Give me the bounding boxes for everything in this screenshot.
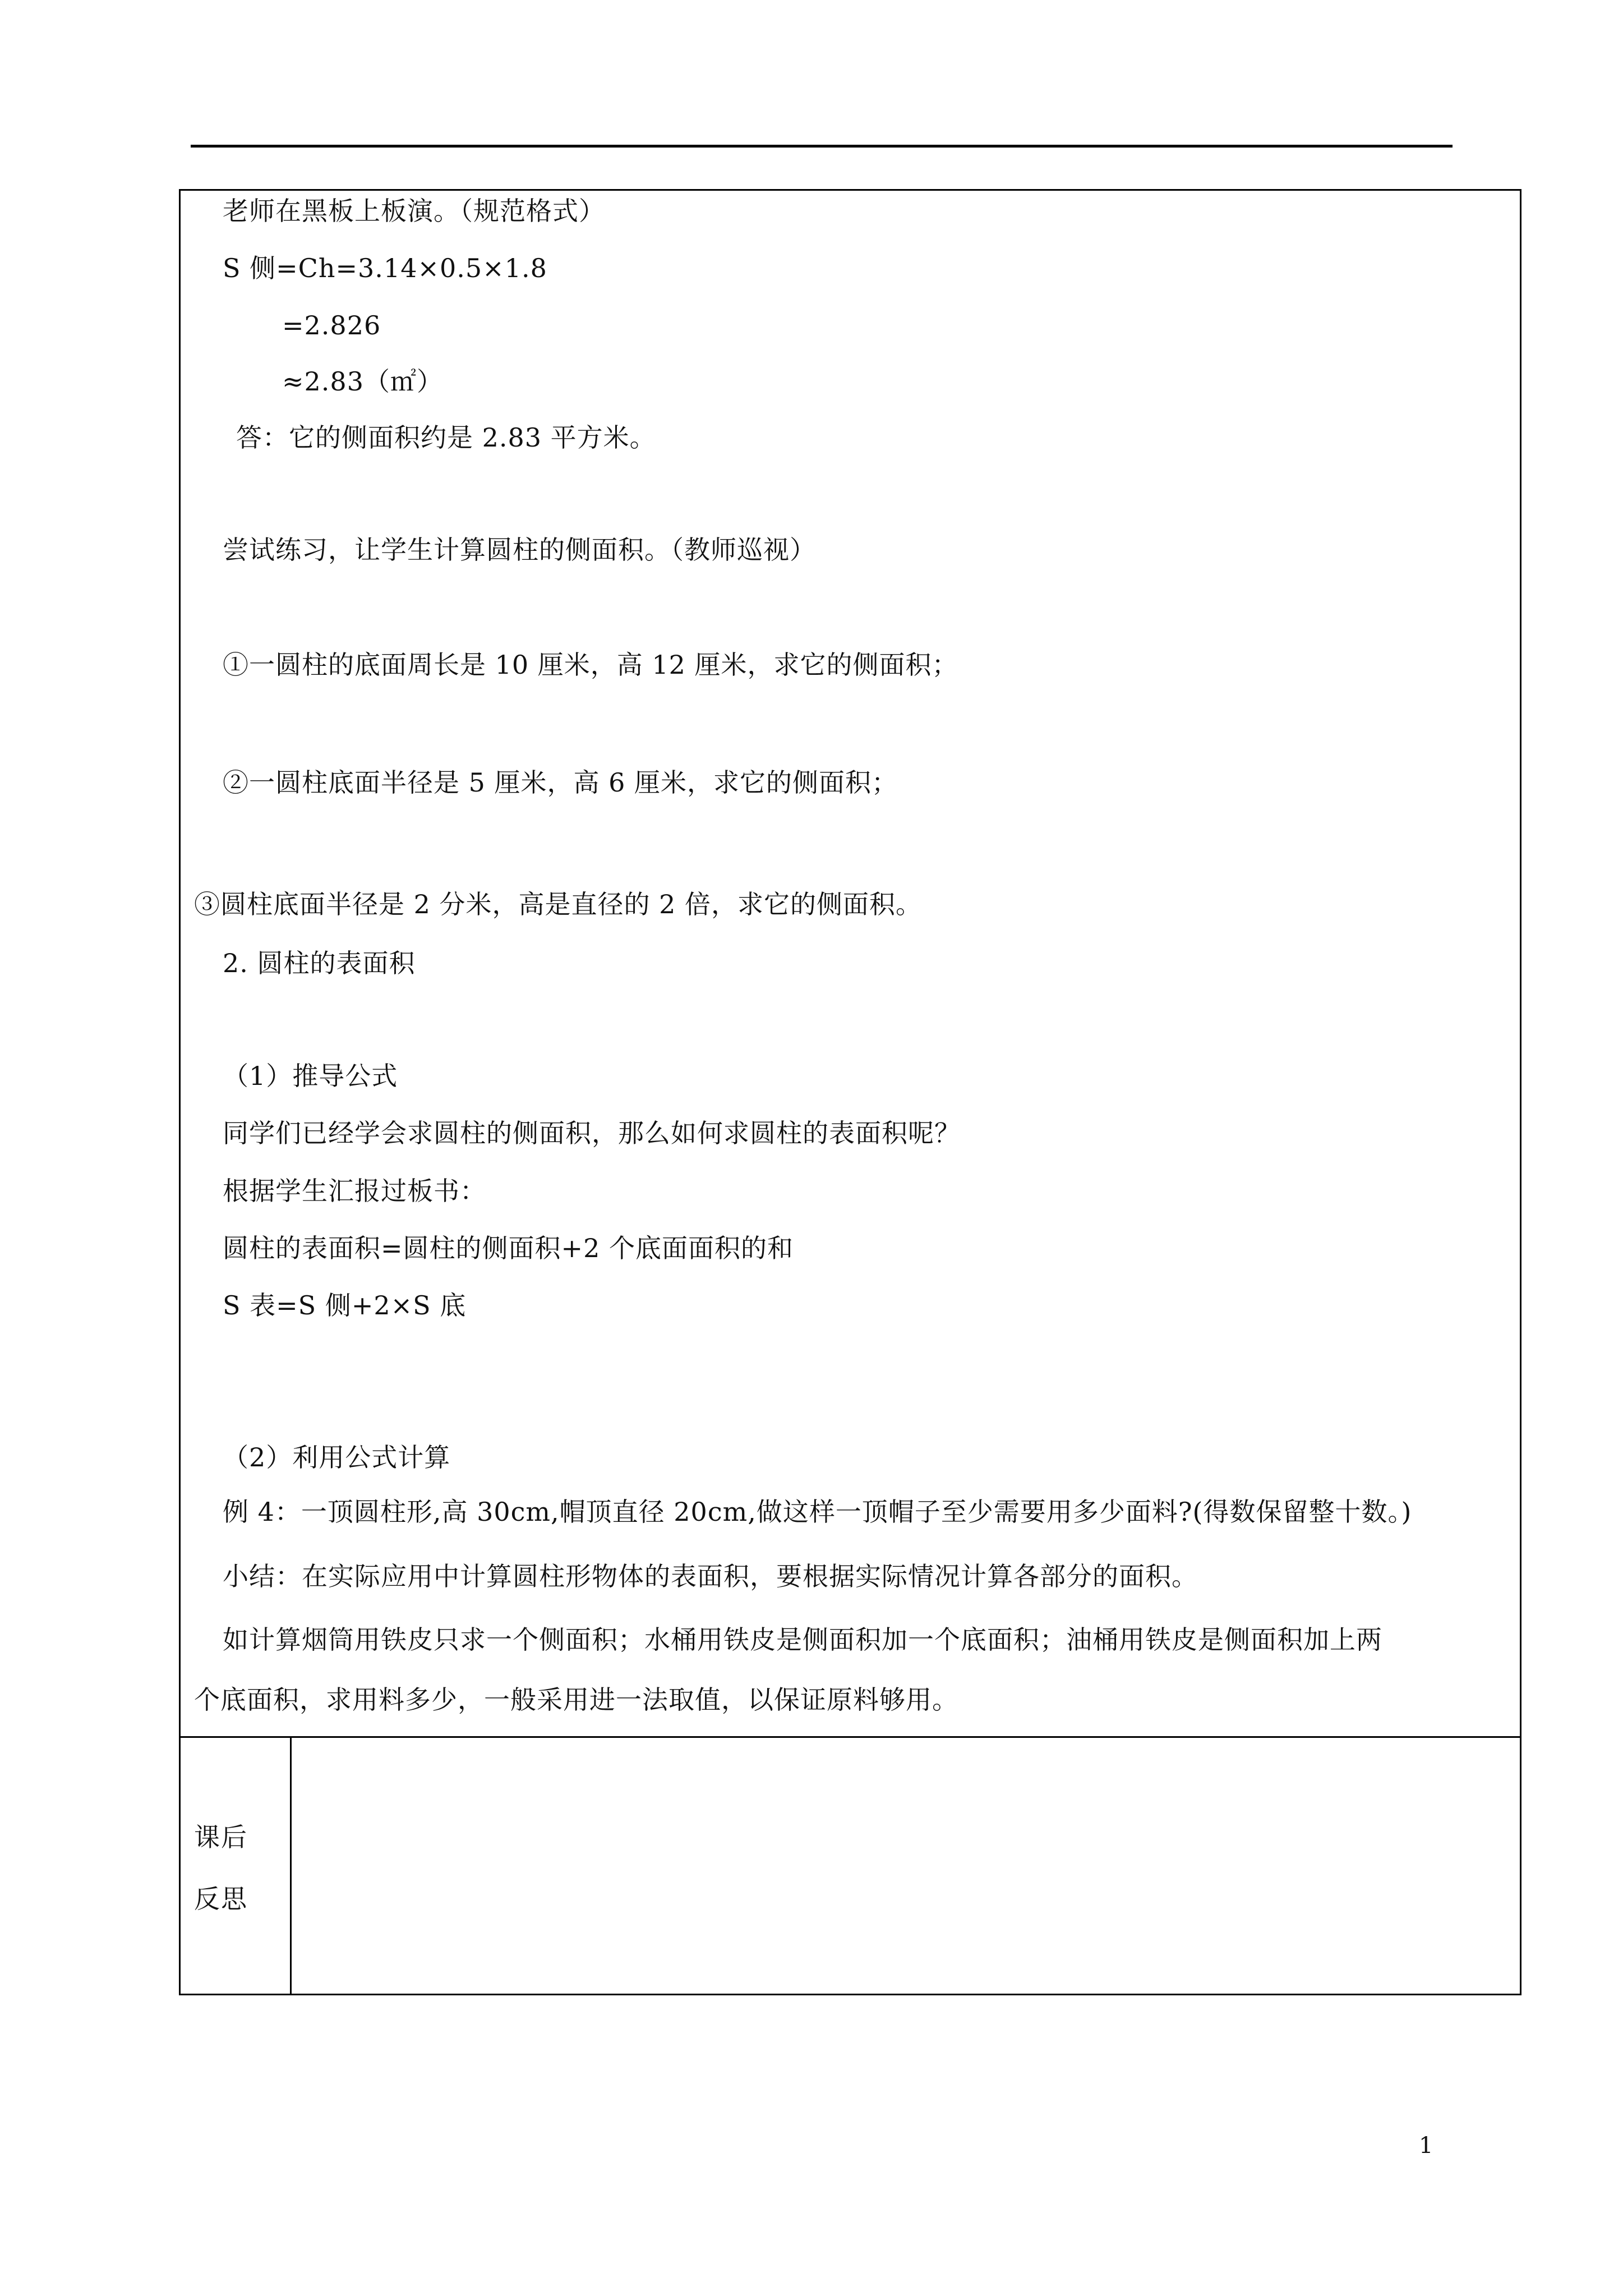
content-line: =2.826 <box>282 310 381 341</box>
content-line: S 侧=Ch=3.14×0.5×1.8 <box>223 253 547 283</box>
page-number: 1 <box>1419 2133 1433 2159</box>
subsection-heading: （1）推导公式 <box>223 1061 398 1091</box>
reflection-label-line1: 课后 <box>194 1822 248 1852</box>
content-line: 答：它的侧面积约是 2.83 平方米。 <box>236 422 656 453</box>
content-line: 老师在黑板上板演。（规范格式） <box>223 196 605 226</box>
content-line: ③圆柱底面半径是 2 分米，高是直径的 2 倍，求它的侧面积。 <box>194 889 923 919</box>
header-rule <box>191 145 1453 148</box>
content-line: 同学们已经学会求圆柱的侧面积，那么如何求圆柱的表面积呢？ <box>223 1118 961 1148</box>
section-heading: 2. 圆柱的表面积 <box>223 948 416 978</box>
table-row-divider <box>179 1736 1521 1738</box>
content-line: ①一圆柱的底面周长是 10 厘米，高 12 厘米，求它的侧面积； <box>223 650 958 680</box>
content-line: 根据学生汇报过板书： <box>223 1176 486 1206</box>
reflection-label-line2: 反思 <box>194 1884 248 1914</box>
summary-line: 小结：在实际应用中计算圆柱形物体的表面积，要根据实际情况计算各部分的面积。 <box>223 1561 1198 1591</box>
table-column-divider <box>290 1736 292 1995</box>
content-line: ②一圆柱底面半径是 5 厘米，高 6 厘米，求它的侧面积； <box>223 767 898 798</box>
summary-line: 如计算烟筒用铁皮只求一个侧面积；水桶用铁皮是侧面积加一个底面积；油桶用铁皮是侧面积加上两 <box>223 1625 1382 1655</box>
subsection-heading: （2）利用公式计算 <box>223 1442 451 1473</box>
content-line: ≈2.83（㎡） <box>282 366 443 397</box>
formula-line: 圆柱的表面积=圆柱的侧面积+2 个底面面积的和 <box>223 1233 794 1263</box>
example-line: 例 4：一顶圆柱形,高 30cm,帽顶直径 20cm,做这样一顶帽子至少需要用多少面料?(得数保留整十数。) <box>223 1497 1412 1527</box>
content-line: 尝试练习，让学生计算圆柱的侧面积。（教师巡视） <box>223 535 816 565</box>
formula-line: S 表=S 侧+2×S 底 <box>223 1290 467 1320</box>
summary-line: 个底面积，求用料多少，一般采用进一法取值，以保证原料够用。 <box>194 1685 958 1715</box>
